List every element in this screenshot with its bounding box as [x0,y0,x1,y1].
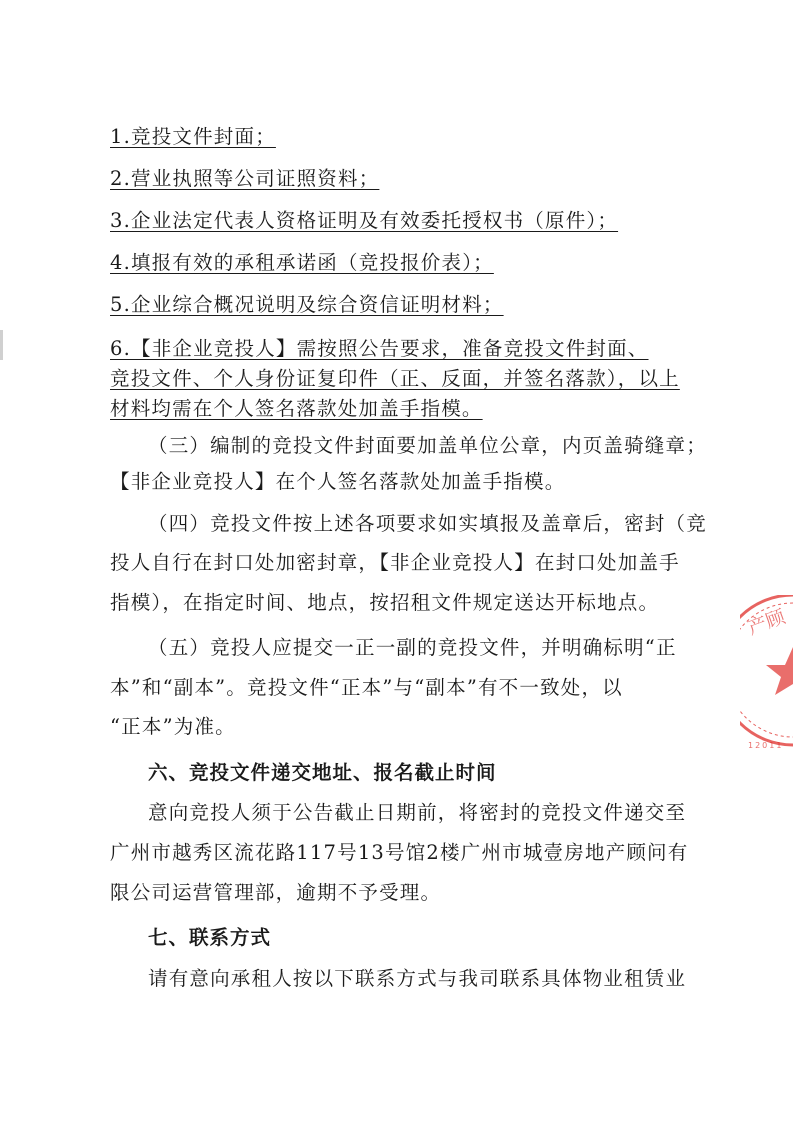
seal-star-icon [766,647,793,695]
scan-edge-mark [0,330,3,360]
list-item-6-line-1: 6.【非企业竞投人】需按照公告要求，准备竞投文件封面、 [110,337,649,360]
paragraph-5-line-2: 本”和“副本”。竞投文件“正本”与“副本”有不一致处，以 [110,676,623,699]
company-seal [740,595,793,765]
list-item-2: 2.营业执照等公司证照资料； [110,167,380,190]
list-item-4: 4.填报有效的承租承诺函（竞投报价表）； [110,251,494,274]
section-7-paragraph-line-1: 请有意向承租人按以下联系方式与我司联系具体物业租赁业 [148,967,687,990]
seal-text-top: 产顾 [744,605,789,640]
list-item-3: 3.企业法定代表人资格证明及有效委托授权书（原件）； [110,209,619,232]
section-6-paragraph-line-3: 限公司运营管理部，逾期不予受理。 [110,881,442,904]
section-7-heading: 七、联系方式 [148,926,272,949]
section-6-paragraph-line-2: 广州市越秀区流花路117号13号馆2楼广州市城壹房地产顾问有 [110,841,689,864]
paragraph-3-line-2: 【非企业竞投人】在个人签名落款处加盖手指模。 [110,470,566,493]
paragraph-4-line-1: （四）竞投文件按上述各项要求如实填报及盖章后，密封（竞 [148,512,707,535]
paragraph-5-line-1: （五）竞投人应提交一正一副的竞投文件，并明确标明“正 [148,636,677,659]
paragraph-4-line-3: 指模），在指定时间、地点，按招租文件规定送达开标地点。 [110,591,660,614]
section-6-heading: 六、竞投文件递交地址、报名截止时间 [148,761,497,784]
paragraph-4-line-2: 投人自行在封口处加密封章，【非企业竞投人】在封口处加盖手 [110,551,680,574]
paragraph-5-line-3: “正本”为准。 [110,715,236,738]
list-item-6-line-2: 竞投文件、个人身份证复印件（正、反面，并签名落款），以上 [110,367,680,390]
list-item-1: 1.竞投文件封面； [110,125,276,148]
list-item-6-line-3: 材料均需在个人签名落款处加盖手指模。 [110,397,483,420]
list-item-5: 5.企业综合概况说明及综合资信证明材料； [110,293,504,316]
paragraph-3-line-1: （三）编制的竞投文件封面要加盖单位公章，内页盖骑缝章； [148,434,707,457]
seal-text-bottom: 12011 [748,741,784,750]
section-6-paragraph-line-1: 意向竞投人须于公告截止日期前，将密封的竞投文件递交至 [148,801,687,824]
